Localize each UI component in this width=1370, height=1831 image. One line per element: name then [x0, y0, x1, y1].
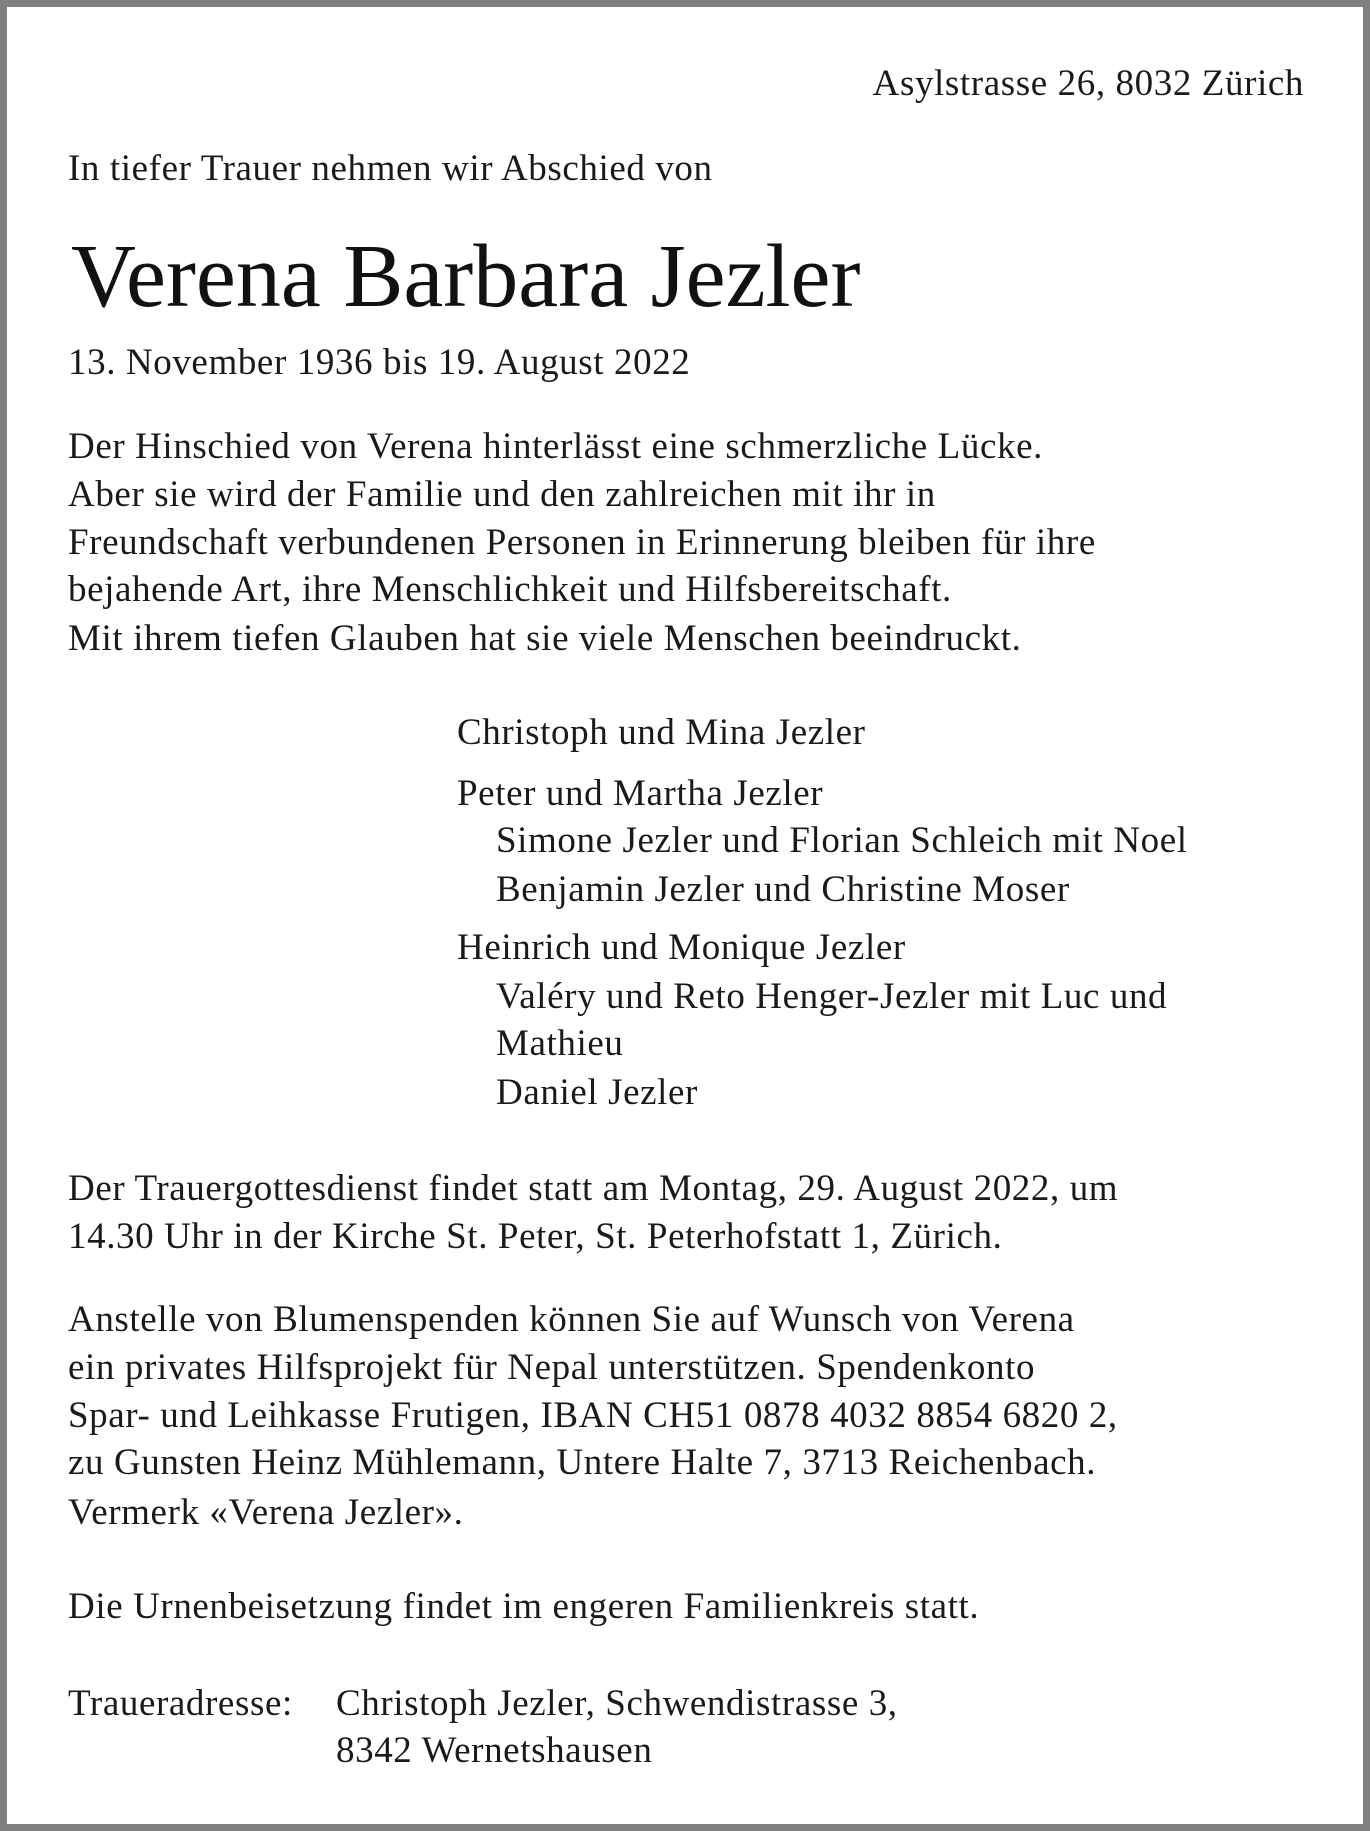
family-member: Simone Jezler und Florian Schleich mit Noel [496, 820, 1188, 861]
donation-line: Spar- und Leihkasse Frutigen, IBAN CH51 0878 4032 8854 6820 2, [68, 1395, 1118, 1436]
service-line: 14.30 Uhr in der Kirche St. Peter, St. Peterhofstatt 1, Zürich. [68, 1216, 1003, 1257]
donation-line: zu Gunsten Heinz Mühlemann, Untere Halte 7, 3713 Reichenbach. [68, 1442, 1097, 1483]
donation-line: Anstelle von Blumenspenden können Sie auf Wunsch von Verena [68, 1299, 1075, 1340]
tribute-line: Der Hinschied von Verena hinterlässt eine schmerzliche Lücke. [68, 426, 1043, 467]
family-member: Benjamin Jezler und Christine Moser [496, 869, 1070, 910]
donation-line: Vermerk «Verena Jezler». [68, 1492, 464, 1533]
obituary-page [7, 7, 1363, 1824]
tribute-line: bejahende Art, ihre Menschlichkeit und Hilfsbereitschaft. [68, 569, 952, 610]
donation-line: ein privates Hilfsprojekt für Nepal unterstützen. Spendenkonto [68, 1347, 1036, 1388]
burial-note: Die Urnenbeisetzung findet im engeren Familienkreis statt. [68, 1586, 980, 1627]
family-member: Peter und Martha Jezler [457, 773, 824, 814]
family-member: Valéry und Reto Henger-Jezler mit Luc und [496, 976, 1168, 1017]
family-member: Mathieu [496, 1023, 624, 1064]
life-dates: 13. November 1936 bis 19. August 2022 [68, 342, 691, 383]
intro-text: In tiefer Trauer nehmen wir Abschied von [68, 148, 713, 189]
deceased-name: Verena Barbara Jezler [71, 227, 861, 326]
tribute-line: Aber sie wird der Familie und den zahlreichen mit ihr in [68, 474, 936, 515]
family-member: Christoph und Mina Jezler [457, 712, 866, 753]
mourning-address-line: 8342 Wernetshausen [336, 1730, 653, 1771]
tribute-line: Mit ihrem tiefen Glauben hat sie viele Menschen beeindruckt. [68, 618, 1022, 659]
church-address: Asylstrasse 26, 8032 Zürich [872, 63, 1304, 104]
service-line: Der Trauergottesdienst findet statt am Montag, 29. August 2022, um [68, 1168, 1119, 1209]
tribute-line: Freundschaft verbundenen Personen in Erinnerung bleiben für ihre [68, 522, 1096, 563]
family-member: Heinrich und Monique Jezler [457, 927, 906, 968]
family-member: Daniel Jezler [496, 1072, 698, 1113]
mourning-address-line: Christoph Jezler, Schwendistrasse 3, [336, 1683, 898, 1724]
mourning-address-label: Traueradresse: [68, 1683, 293, 1724]
